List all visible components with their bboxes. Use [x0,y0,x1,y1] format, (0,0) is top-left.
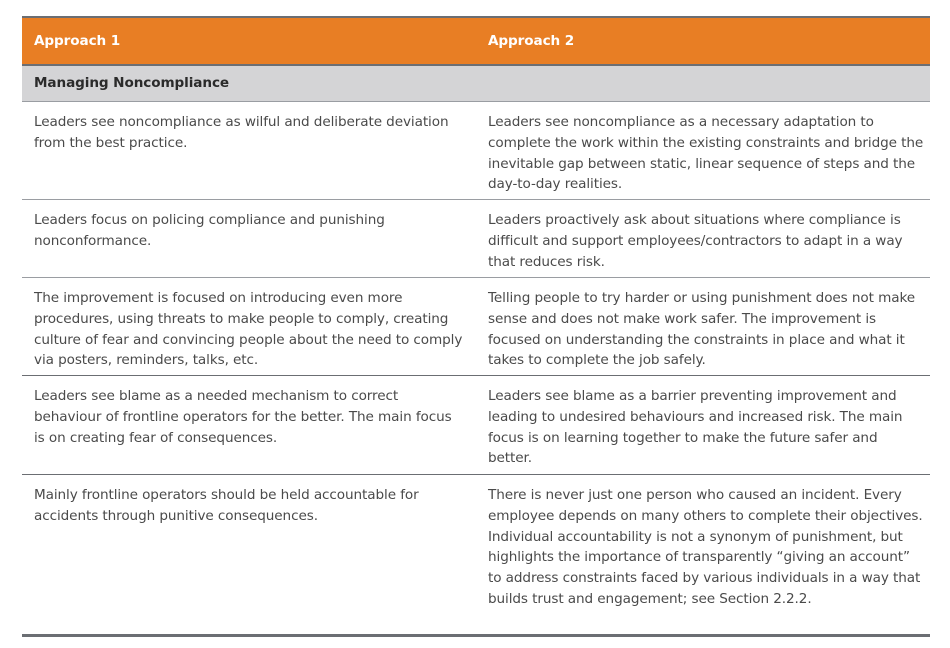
approach-1-cell: The improvement is focused on introducing even more procedures, using threats to make people to comply, creating culture of fear and convincing people about the need to comply via posters, reminders, talks, etc. [34,290,463,369]
approach-1-cell: Leaders focus on policing compliance and punishing nonconformance. [34,212,385,249]
table-header-row [22,18,930,66]
table-row [22,375,930,474]
approach-1-cell: Mainly frontline operators should be held accountable for accidents through punitive consequences. [34,487,419,524]
approach-2-cell: Leaders see blame as a barrier preventing improvement and leading to undesired behaviours and increased risk. The main focus is on learning together to make the future safer and better. [488,388,903,467]
table-row [22,277,930,375]
section-title: Managing Noncompliance [34,75,230,92]
approach-2-cell: Leaders see noncompliance as a necessary adaptation to complete the work within the existing constraints and bridge the inevitable gap between static, linear sequence of steps and the day-to-day realities. [488,114,924,193]
approach-2-cell: There is never just one person who caused an incident. Every employee depends on many others to complete their objectives. Individual accountability is not a synonym of punishment, but highlights the importance of transparently “giving an account” to address constraints faced by various individuals in a way that builds trust and engagement; see Section 2.2.2. [488,487,923,607]
approach-1-cell: Leaders see noncompliance as wilful and deliberate deviation from the best practice. [34,114,449,151]
table-row [22,199,930,277]
header-approach-2: Approach 2 [488,32,575,49]
table-row [22,474,930,634]
comparison-table [22,16,930,637]
header-approach-1: Approach 1 [34,32,121,49]
approach-2-cell: Leaders proactively ask about situations where compliance is difficult and support employees/contractors to adapt in a way that reduces risk. [488,212,903,270]
approach-1-cell: Leaders see blame as a needed mechanism to correct behaviour of frontline operators for the better. The main focus is on creating fear of consequences. [34,388,452,446]
section-row [22,66,930,101]
table-row [22,101,930,199]
approach-2-cell: Telling people to try harder or using punishment does not make sense and does not make work safer. The improvement is focused on understanding the constraints in place and what it takes to complete the job safely. [488,290,915,369]
